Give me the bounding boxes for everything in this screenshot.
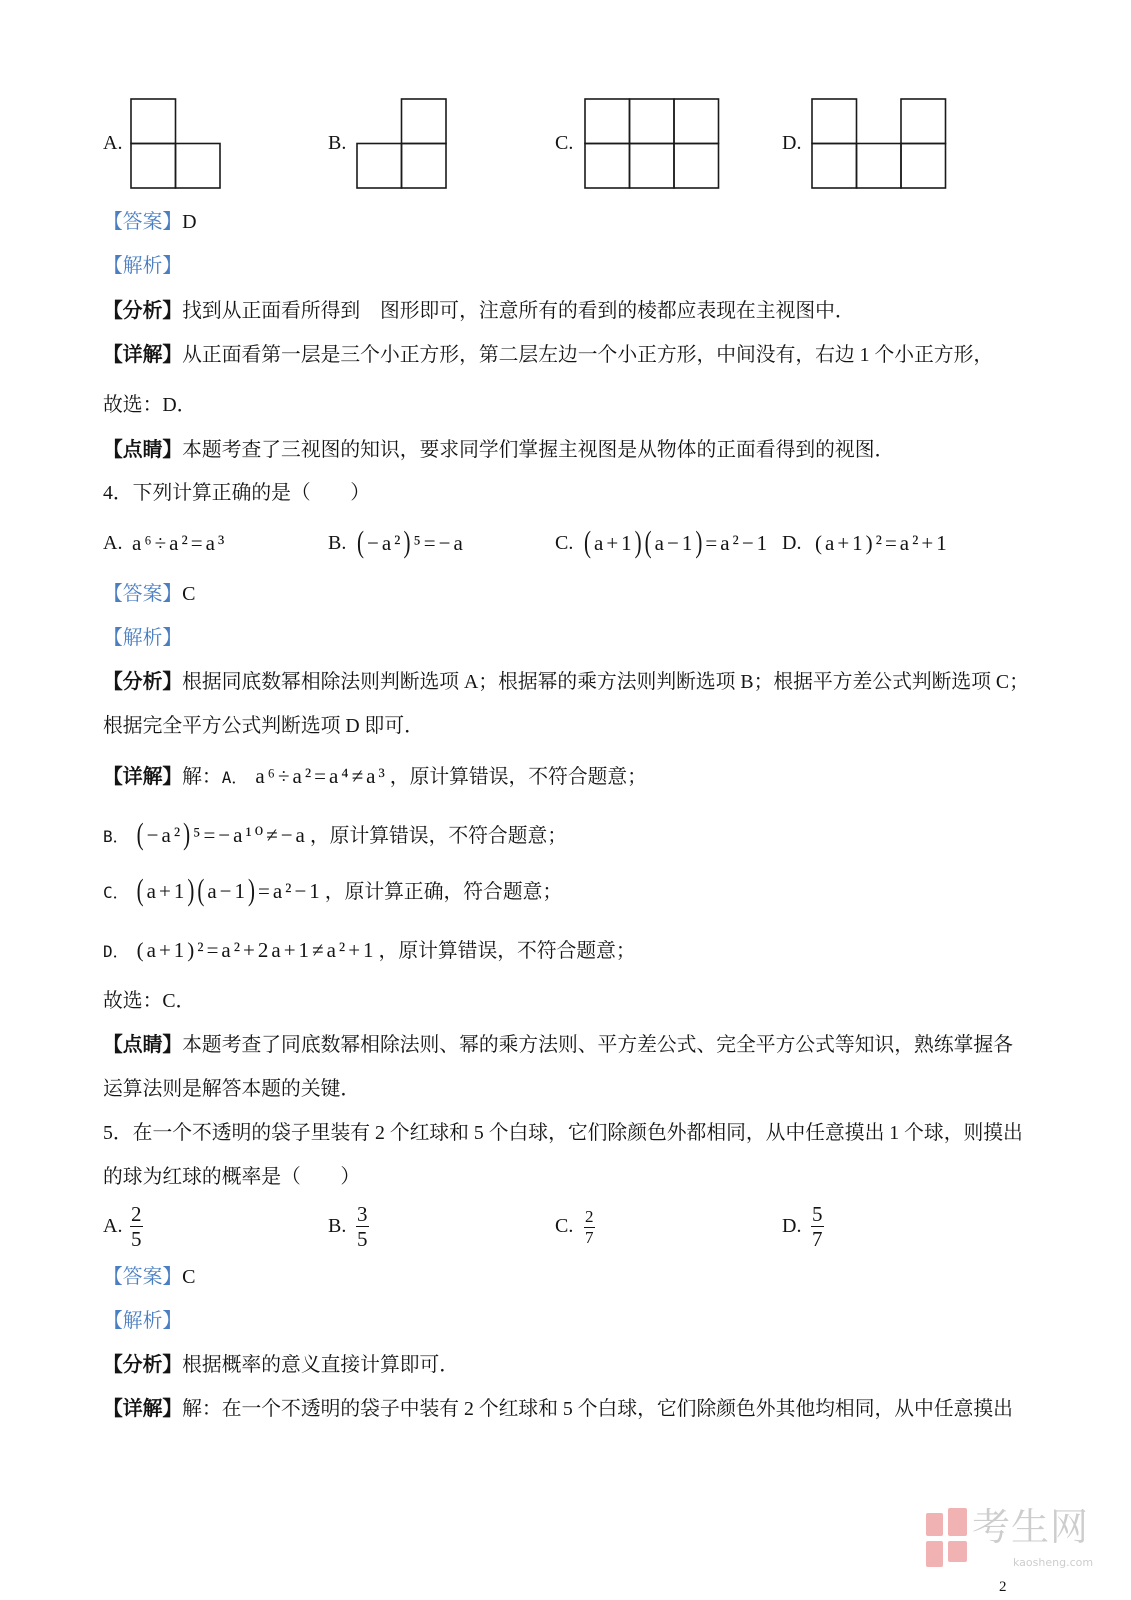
detail-intro: 解：: [182, 766, 222, 788]
q4-detail-a-line: [103, 763, 647, 789]
right-paren: ): [403, 524, 414, 560]
comment-text: 本题考查了三视图的知识，要求同学们掌握主视图是从物体的正面看得到的视图．: [182, 439, 895, 461]
q3-detail-line: [103, 342, 993, 368]
watermark-domain: kaosheng.com: [1013, 1556, 1094, 1569]
q4-option-c-label: C.: [555, 532, 574, 554]
grid-square: [357, 144, 402, 189]
analysis-tag: 【分析】: [103, 1354, 183, 1376]
detail-item-note: ，原计算错误，不符合题意；: [378, 940, 636, 962]
answer-value: C: [182, 583, 196, 605]
q4-comment-line-2: [103, 1076, 360, 1102]
fraction-numerator: 2: [131, 1202, 142, 1226]
fraction-denominator: 5: [131, 1227, 142, 1251]
left-paren: (: [136, 872, 147, 908]
q3-option-b-figure: [356, 98, 448, 189]
detail-item-label: C．: [103, 883, 129, 902]
left-paren: (: [584, 524, 594, 560]
fraction-denominator: 5: [357, 1227, 368, 1251]
q5-detail-line: [103, 1396, 1013, 1422]
q3-option-d-label: D.: [782, 132, 802, 154]
q5-stem-line-1: [103, 1120, 1023, 1146]
grid-square: [812, 99, 857, 144]
question-stem-text: 4．下列计算正确的是（ ）: [103, 482, 371, 504]
grid-square: [857, 144, 902, 189]
answer-value: D: [182, 211, 197, 233]
detail-item-expression: a⁶÷a²=a⁴≠a³: [255, 764, 388, 788]
answer-tag: 【答案】: [103, 211, 183, 233]
q4-option-d-expression: (a+1)²=a²+1: [815, 531, 950, 555]
q3-option-c-label: C.: [555, 132, 574, 154]
watermark-brand: 考生网: [972, 1505, 1090, 1549]
q5-solution-line: [103, 1308, 182, 1334]
fraction-numerator: 5: [812, 1202, 823, 1226]
detail-item-note: ，原计算正确，符合题意；: [324, 881, 563, 903]
comment-tag: 【点睛】: [103, 1034, 183, 1056]
q4-answer-line: [103, 581, 195, 607]
q4-comment-line-1: [103, 1032, 1013, 1058]
q4-option-d-label: D.: [782, 532, 802, 554]
q3-option-d-figure: [811, 98, 948, 189]
solution-tag: 【解析】: [103, 1310, 183, 1332]
q4-option-b-expression: (−a²)⁵=−a: [357, 524, 466, 560]
right-paren: ): [695, 524, 706, 560]
detail-item-label: D．: [103, 942, 129, 961]
right-paren: ): [183, 816, 194, 852]
q5-analysis-line: [103, 1352, 459, 1378]
q5-option-d-label: D.: [782, 1215, 802, 1237]
q5-option-b-fraction: [356, 1203, 369, 1250]
q5-option-c-fraction: [584, 1208, 595, 1247]
analysis-text: 找到从正面看所得到 图形即可，注意所有的看到的棱都应表现在主视图中．: [182, 300, 855, 322]
detail-item-label: A．: [221, 768, 248, 787]
detail-item-expression: (−a²)⁵=−a¹⁰≠−a: [136, 816, 308, 852]
q4-conclusion-line: [103, 988, 195, 1014]
fraction-denominator: 7: [585, 1228, 594, 1247]
question-stem-text: 的球为红球的概率是（ ）: [103, 1166, 361, 1188]
detail-item-note: ，原计算错误，不符合题意；: [389, 766, 647, 788]
q3-analysis-line: [103, 298, 855, 324]
grid-square: [585, 144, 630, 189]
logo-block: [948, 1508, 967, 1536]
analysis-text: 根据同底数幂相除法则判断选项 A；根据幂的乘方法则判断选项 B；根据平方差公式判断选项 C；: [182, 671, 1029, 693]
answer-tag: 【答案】: [103, 1266, 183, 1288]
left-paren: (: [197, 872, 208, 908]
solution-tag: 【解析】: [103, 627, 183, 649]
kaosheng-logo-icon: [926, 1508, 968, 1568]
grid-square: [402, 144, 447, 189]
q5-stem-line-2: [103, 1164, 360, 1190]
detail-tag: 【详解】: [103, 766, 183, 788]
q5-option-c-label: C.: [555, 1215, 574, 1237]
q4-analysis-line-1: [103, 669, 1029, 695]
q3-answer-line: [103, 209, 197, 235]
analysis-text: 根据完全平方公式判断选项 D 即可．: [103, 715, 424, 737]
analysis-tag: 【分析】: [103, 671, 183, 693]
q3-option-c-figure: [584, 98, 721, 189]
analysis-text: 根据概率的意义直接计算即可．: [182, 1354, 460, 1376]
grid-square: [131, 144, 176, 189]
grid-square: [630, 99, 675, 144]
right-paren: ): [187, 872, 198, 908]
q5-option-d-fraction: [811, 1203, 824, 1250]
q4-analysis-line-2: [103, 713, 424, 739]
detail-tag: 【详解】: [103, 1398, 183, 1420]
logo-block: [926, 1541, 943, 1567]
detail-item-label: B．: [103, 827, 129, 846]
fraction-denominator: 7: [812, 1227, 823, 1251]
grid-square: [901, 99, 946, 144]
logo-block: [948, 1541, 967, 1562]
left-paren: (: [357, 524, 367, 560]
q4-option-b-label: B.: [328, 532, 347, 554]
fraction-numerator: 2: [585, 1207, 594, 1226]
q3-conclusion-line: [103, 392, 196, 418]
grid-square: [176, 144, 221, 189]
answer-value: C: [182, 1266, 196, 1288]
answer-tag: 【答案】: [103, 583, 183, 605]
q4-detail-b-line: [103, 816, 568, 852]
right-paren: ): [247, 872, 258, 908]
q3-option-a-figure: [130, 98, 222, 189]
grid-square: [674, 99, 719, 144]
q5-answer-line: [103, 1264, 195, 1290]
grid-square: [812, 144, 857, 189]
conclusion-text: 故选：C．: [103, 990, 196, 1012]
grid-square: [402, 99, 447, 144]
q5-option-b-label: B.: [328, 1215, 347, 1237]
comment-text: 运算法则是解答本题的关键．: [103, 1078, 361, 1100]
detail-item-note: ，原计算错误，不符合题意；: [309, 825, 568, 847]
detail-text: 从正面看第一层是三个小正方形，第二层左边一个小正方形，中间没有，右边 1 个小正方形，: [182, 344, 994, 366]
q5-option-a-fraction: [130, 1203, 143, 1250]
detail-tag: 【详解】: [103, 344, 183, 366]
page-number: 2: [999, 1579, 1007, 1595]
comment-text: 本题考查了同底数幂相除法则、幂的乘方法则、平方差公式、完全平方公式等知识，熟练掌握各: [182, 1034, 1013, 1056]
q4-detail-c-line: [103, 872, 563, 908]
detail-item-expression: (a+1)²=a²+2a+1≠a²+1: [136, 938, 377, 962]
grid-square: [901, 144, 946, 189]
fraction-numerator: 3: [357, 1202, 368, 1226]
q3-solution-line: [103, 253, 182, 279]
q3-option-a-label: A.: [103, 132, 123, 154]
q3-option-b-label: B.: [328, 132, 347, 154]
right-paren: ): [634, 524, 645, 560]
comment-tag: 【点睛】: [103, 439, 183, 461]
grid-square: [630, 144, 675, 189]
question-stem-text: 5．在一个不透明的袋子里装有 2 个红球和 5 个白球，它们除颜色外都相同，从中任意摸出 1 个球，则摸出: [103, 1122, 1023, 1144]
grid-square: [585, 99, 630, 144]
analysis-tag: 【分析】: [103, 300, 183, 322]
left-paren: (: [644, 524, 655, 560]
left-paren: (: [136, 816, 147, 852]
solution-tag: 【解析】: [103, 255, 183, 277]
q3-comment-line: [103, 437, 894, 463]
q4-stem: [103, 480, 370, 506]
q5-option-a-label: A.: [103, 1215, 123, 1237]
grid-square: [674, 144, 719, 189]
detail-text: 解：在一个不透明的袋子中装有 2 个红球和 5 个白球，它们除颜色外其他均相同，从中任意摸出: [182, 1398, 1013, 1420]
conclusion-text: 故选：D．: [103, 394, 197, 416]
q4-solution-line: [103, 625, 182, 651]
q4-options: [0, 524, 1131, 560]
q4-option-c-expression: (a+1)(a−1)=a²−1: [584, 524, 771, 560]
q4-detail-d-line: [103, 937, 636, 963]
detail-item-expression: (a+1)(a−1)=a²−1: [136, 872, 323, 908]
q4-option-a-label: A.: [103, 532, 123, 554]
logo-block: [926, 1513, 943, 1536]
grid-square: [131, 99, 176, 144]
q4-option-a-expression: a⁶÷a²=a³: [132, 531, 228, 555]
